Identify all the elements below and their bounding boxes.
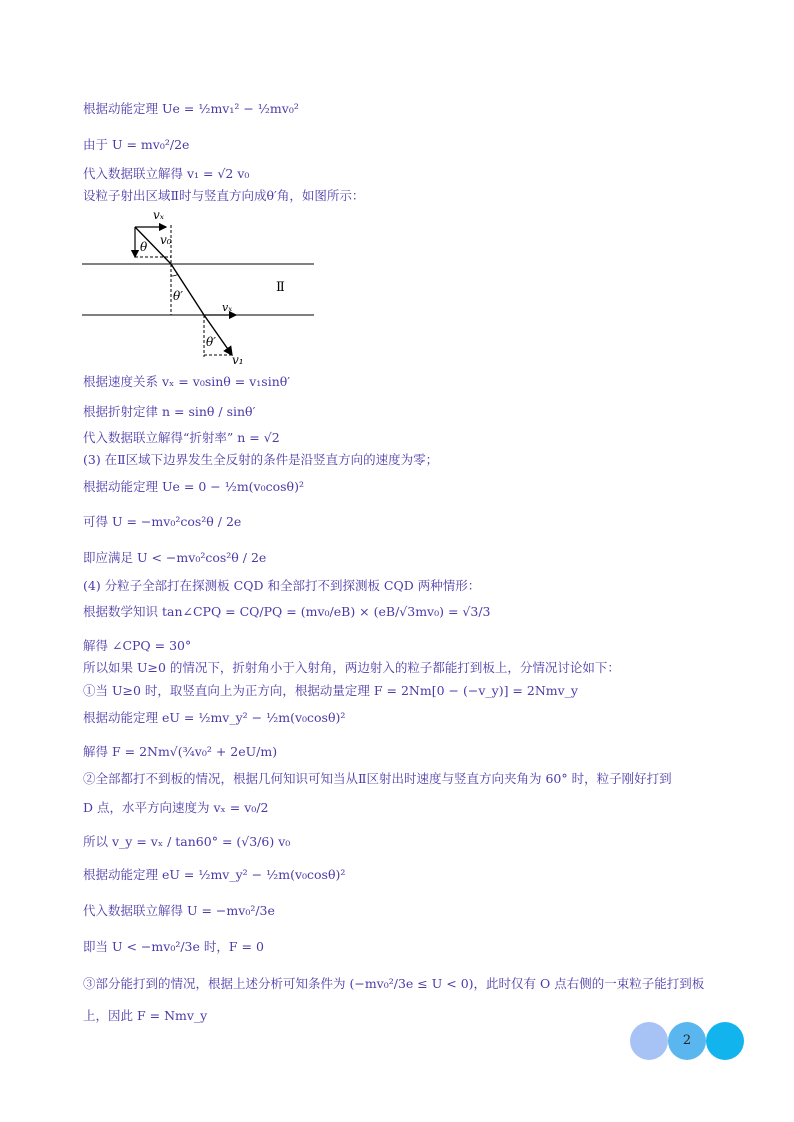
text-line: 根据数学知识 tan∠CPQ = CQ/PQ = (mv₀/eB) × (eB/√3mv₀) = √3/3 bbox=[83, 604, 491, 619]
refraction-diagram bbox=[80, 205, 320, 365]
text-line: 代入数据联立解得 v₁ = √2 v₀ bbox=[83, 166, 250, 181]
label-theta-prime-bottom: θ′ bbox=[206, 335, 216, 349]
text-line: 根据动能定理 Ue = ½mv₁² − ½mv₀² bbox=[83, 101, 299, 116]
page-number-badge bbox=[628, 1022, 748, 1062]
text-line: ③部分能打到的情况，根据上述分析可知条件为 (−mv₀²/3e ≤ U < 0)，此时仅有 O 点右侧的一束粒子能打到板 bbox=[83, 976, 705, 991]
label-theta-prime-mid: θ′ bbox=[173, 289, 183, 303]
text-line: 解得 ∠CPQ = 30° bbox=[83, 638, 192, 653]
label-region: Ⅱ bbox=[276, 280, 285, 295]
text-line: 所以 v_y = vₓ / tan60° = (√3/6) v₀ bbox=[83, 834, 291, 849]
text-line: 由于 U = mv₀²/2e bbox=[83, 137, 190, 152]
text-line: 根据折射定律 n = sinθ / sinθ′ bbox=[83, 404, 256, 419]
text-line: 即应满足 U < −mv₀²cos²θ / 2e bbox=[83, 550, 267, 565]
label-vx-bottom: vₓ bbox=[222, 301, 233, 314]
text-line: 代入数据联立解得 U = −mv₀²/3e bbox=[83, 903, 275, 918]
text-line: 根据速度关系 vₓ = v₀sinθ = v₁sinθ′ bbox=[83, 374, 291, 389]
text-line: 设粒子射出区域Ⅱ时与竖直方向成θ′角，如图所示： bbox=[83, 188, 365, 203]
label-v0: v₀ bbox=[160, 233, 172, 247]
label-vx-top: vₓ bbox=[153, 208, 165, 222]
text-line: ②全部都打不到板的情况，根据几何知识可知当从Ⅱ区射出时速度与竖直方向夹角为 60° 时，粒子刚好打到 bbox=[83, 771, 672, 786]
text-line: ①当 U≥0 时，取竖直向上为正方向，根据动量定理 F = 2Nm[0 − (−v_y)] = 2Nmv_y bbox=[83, 683, 578, 698]
text-line: 可得 U = −mv₀²cos²θ / 2e bbox=[83, 514, 242, 529]
text-line: 解得 F = 2Nm√(¾v₀² + 2eU/m) bbox=[83, 744, 278, 759]
page-number: 2 bbox=[682, 1033, 692, 1048]
badge-circle-left bbox=[630, 1022, 668, 1060]
text-line: 代入数据联立解得“折射率” n = √2 bbox=[83, 430, 280, 445]
text-line: 根据动能定理 eU = ½mv_y² − ½m(v₀cosθ)² bbox=[83, 710, 346, 725]
text-line: 上，因此 F = Nmv_y bbox=[83, 1008, 208, 1023]
label-theta: θ bbox=[140, 240, 148, 254]
text-line: (4) 分粒子全部打在探测板 CQD 和全部打不到探测板 CQD 两种情形： bbox=[83, 578, 481, 593]
text-line: 所以如果 U≥0 的情况下，折射角小于入射角，两边射入的粒子都能打到板上，分情况讨论如下： bbox=[83, 660, 620, 675]
text-line: 根据动能定理 eU = ½mv_y² − ½m(v₀cosθ)² bbox=[83, 867, 346, 882]
text-line: D 点，水平方向速度为 vₓ = v₀/2 bbox=[83, 800, 269, 815]
text-line: 根据动能定理 Ue = 0 − ½m(v₀cosθ)² bbox=[83, 479, 304, 494]
label-v1: v₁ bbox=[232, 353, 244, 365]
text-line: (3) 在Ⅱ区域下边界发生全反射的条件是沿竖直方向的速度为零； bbox=[83, 452, 439, 467]
badge-circle-right bbox=[706, 1022, 744, 1060]
text-line: 即当 U < −mv₀²/3e 时，F = 0 bbox=[83, 939, 264, 954]
